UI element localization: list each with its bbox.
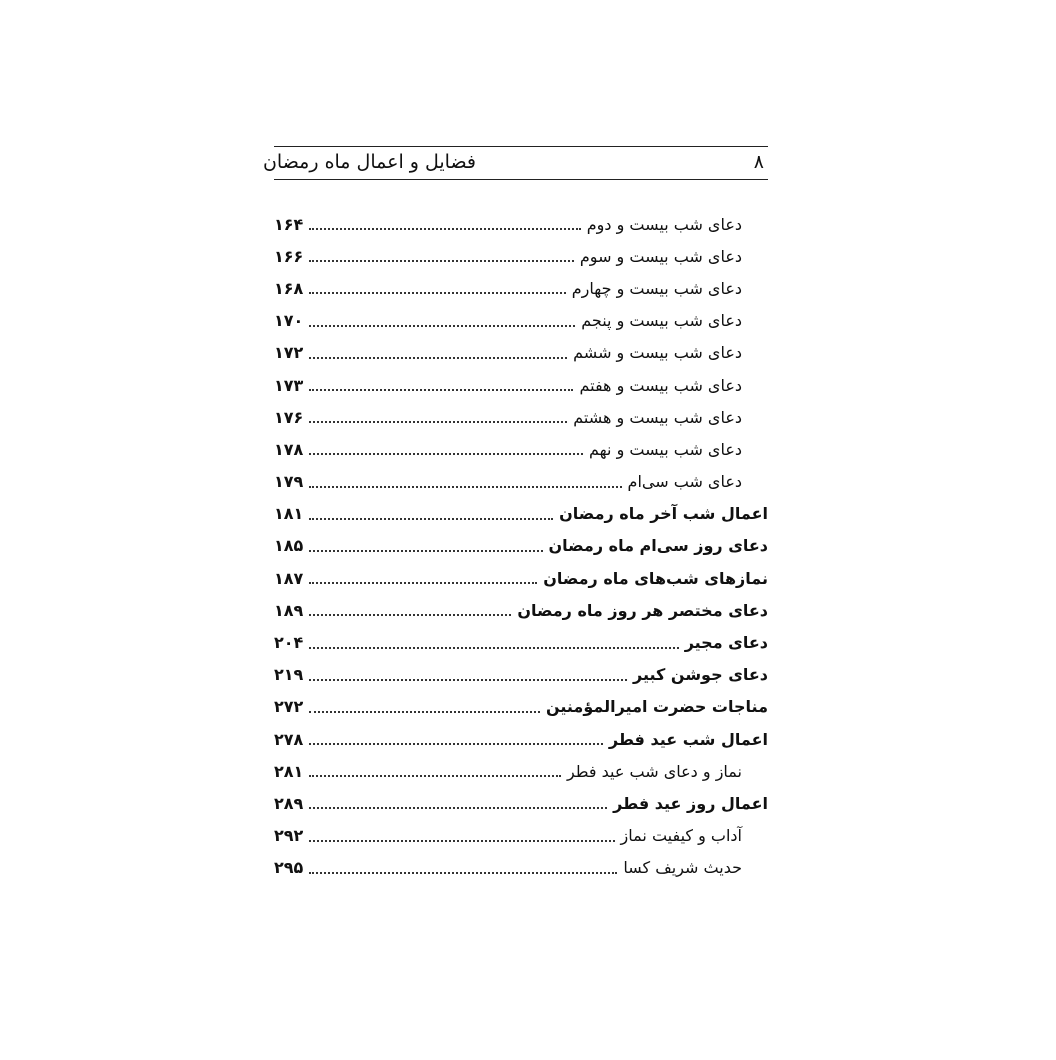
toc-entry-page-number: ۲۷۲ xyxy=(274,697,304,717)
toc-entry-title: آداب و کیفیت نماز xyxy=(620,826,742,846)
toc-entry[interactable] xyxy=(274,208,768,240)
toc-entry-title: اعمال روز عید فطر xyxy=(613,793,768,813)
toc-entry-page-number: ۱۷۶ xyxy=(274,407,304,427)
toc-entry[interactable] xyxy=(274,240,768,272)
toc-entry-page-number: ۲۰۴ xyxy=(274,633,304,653)
toc-dot-leader xyxy=(309,598,511,616)
toc-entry-page-number: ۲۱۹ xyxy=(274,665,304,685)
toc-dot-leader xyxy=(309,341,567,359)
toc-entry-title: دعای شب بیست و هفتم xyxy=(579,375,742,395)
toc-entry-page-number: ۱۷۰ xyxy=(274,311,304,331)
toc-entry-title: دعای روز سی‌ام ماه رمضان xyxy=(548,536,768,556)
toc-entry-title: دعای شب بیست و نهم xyxy=(589,439,742,459)
toc-dot-leader xyxy=(309,824,614,842)
toc-entry-page-number: ۱۷۳ xyxy=(274,375,304,395)
toc-dot-leader xyxy=(309,470,621,488)
toc-entry-page-number: ۱۷۹ xyxy=(274,472,304,492)
toc-dot-leader xyxy=(309,663,627,681)
toc-entry-page-number: ۱۶۸ xyxy=(274,278,304,298)
toc-entry-title: دعای شب سی‌ام xyxy=(627,472,742,492)
toc-entry[interactable] xyxy=(274,272,768,304)
toc-entry-page-number: ۱۸۵ xyxy=(274,536,304,556)
toc-entry-page-number: ۲۹۵ xyxy=(274,858,304,878)
toc-entry-page-number: ۱۸۱ xyxy=(274,504,304,524)
toc-entry-page-number: ۲۷۸ xyxy=(274,729,304,749)
running-header-title: فضایل و اعمال ماه رمضان xyxy=(262,151,476,173)
toc-dot-leader xyxy=(309,437,583,455)
toc-entry[interactable] xyxy=(274,498,768,530)
toc-entry-title: دعای مختصر هر روز ماه رمضان xyxy=(517,600,768,620)
toc-entry[interactable] xyxy=(274,305,768,337)
toc-entry-page-number: ۱۷۸ xyxy=(274,439,304,459)
toc-dot-leader xyxy=(309,759,561,777)
toc-entry-page-number: ۲۸۱ xyxy=(274,761,304,781)
toc-dot-leader xyxy=(309,631,678,649)
toc-dot-leader xyxy=(309,727,603,745)
toc-entry[interactable] xyxy=(274,562,768,594)
toc-entry[interactable] xyxy=(274,337,768,369)
toc-entry[interactable] xyxy=(274,369,768,401)
toc-entry[interactable] xyxy=(274,691,768,723)
toc-entry-title: نماز و دعای شب عید فطر xyxy=(566,761,742,781)
toc-entry-title: دعای شب بیست و سوم xyxy=(579,246,742,266)
toc-dot-leader xyxy=(309,276,565,294)
toc-dot-leader xyxy=(309,856,617,874)
toc-entry-page-number: ۱۶۶ xyxy=(274,246,304,266)
toc-entry-title: دعای جوشن کبیر xyxy=(633,665,768,685)
page-number: ۸ xyxy=(753,151,764,173)
toc-entry-page-number: ۱۸۷ xyxy=(274,568,304,588)
toc-dot-leader xyxy=(309,502,553,520)
toc-dot-leader xyxy=(309,695,540,713)
toc-dot-leader xyxy=(309,373,573,391)
toc-entry[interactable] xyxy=(274,755,768,787)
toc-dot-leader xyxy=(309,566,537,584)
toc-entry[interactable] xyxy=(274,723,768,755)
toc-entry[interactable] xyxy=(274,820,768,852)
toc-entry[interactable] xyxy=(274,530,768,562)
toc-dot-leader xyxy=(309,212,580,230)
toc-entry-title: اعمال شب عید فطر xyxy=(608,729,768,749)
toc-entry[interactable] xyxy=(274,433,768,465)
toc-entry-title: حدیث شریف کسا xyxy=(623,858,742,878)
toc-entry-page-number: ۱۸۹ xyxy=(274,600,304,620)
toc-dot-leader xyxy=(309,405,567,423)
toc-entry-title: دعای شب بیست و ششم xyxy=(573,343,742,363)
toc-entry-title: دعای شب بیست و پنجم xyxy=(581,311,742,331)
toc-dot-leader xyxy=(309,244,574,262)
toc-entry-title: اعمال شب آخر ماه رمضان xyxy=(559,504,768,524)
toc-entry-title: نمازهای شب‌های ماه رمضان xyxy=(543,568,768,588)
toc-entry-page-number: ۱۷۲ xyxy=(274,343,304,363)
toc-entry[interactable] xyxy=(274,466,768,498)
toc-entry-title: دعای شب بیست و هشتم xyxy=(573,407,742,427)
toc-entry-page-number: ۱۶۴ xyxy=(274,214,304,234)
toc-dot-leader xyxy=(309,534,542,552)
toc-entry-title: مناجات حضرت امیرالمؤمنین xyxy=(545,697,768,717)
toc-entry[interactable] xyxy=(274,659,768,691)
toc-entry[interactable] xyxy=(274,401,768,433)
toc-dot-leader xyxy=(309,309,575,327)
toc-dot-leader xyxy=(309,791,607,809)
table-of-contents xyxy=(274,208,768,884)
page-header xyxy=(262,146,768,180)
toc-entry[interactable] xyxy=(274,787,768,819)
toc-entry[interactable] xyxy=(274,626,768,658)
toc-entry[interactable] xyxy=(274,852,768,884)
toc-entry-title: دعای مجیر xyxy=(684,633,768,653)
toc-entry-title: دعای شب بیست و چهارم xyxy=(571,278,742,298)
toc-entry[interactable] xyxy=(274,594,768,626)
toc-entry-title: دعای شب بیست و دوم xyxy=(586,214,742,234)
toc-entry-page-number: ۲۹۲ xyxy=(274,826,304,846)
toc-entry-page-number: ۲۸۹ xyxy=(274,793,304,813)
